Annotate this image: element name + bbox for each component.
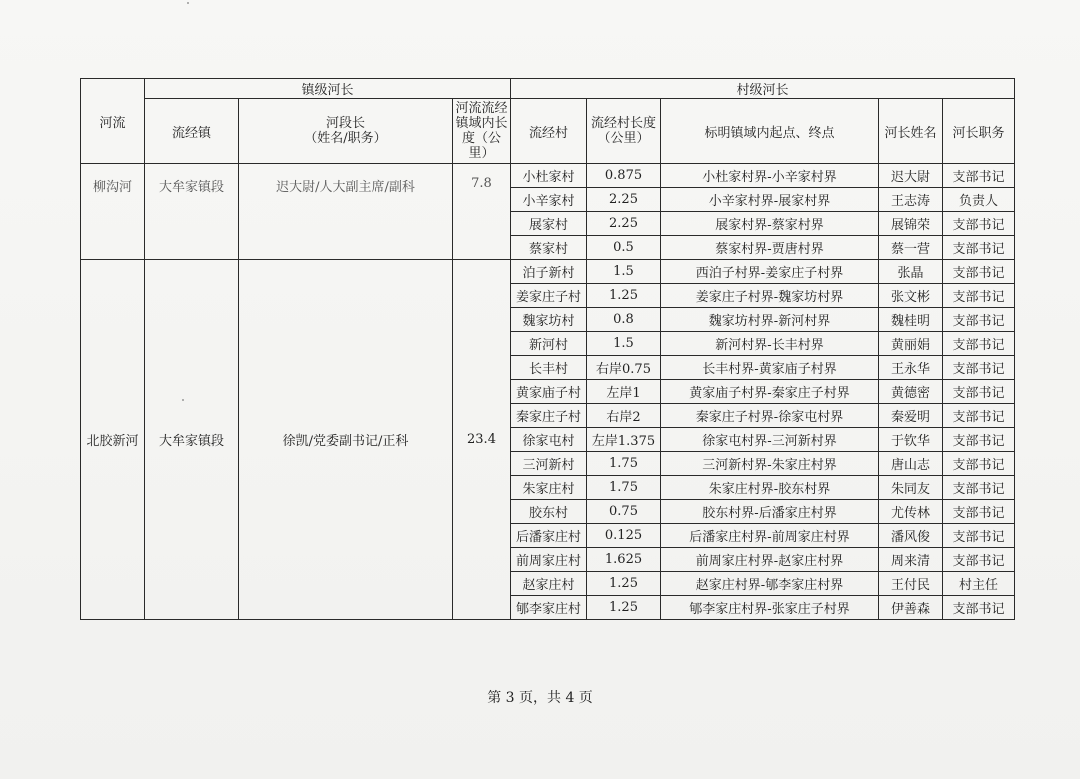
table-row	[81, 164, 1015, 188]
chief-post-cell: 支部书记	[943, 596, 1015, 620]
chief-post-cell: 支部书记	[943, 452, 1015, 476]
range-cell: 赵家庄村界-郇李家庄村界	[661, 572, 879, 596]
village-length-cell: 2.25	[587, 188, 661, 212]
chief-name-cell: 王志涛	[879, 188, 943, 212]
header-village-length: 流经村长度（公里）	[587, 99, 661, 164]
town-length-cell: 23.4	[453, 260, 511, 620]
range-cell: 前周家庄村界-赵家庄村界	[661, 548, 879, 572]
chief-post-cell: 支部书记	[943, 524, 1015, 548]
town-length-cell: 7.8	[453, 164, 511, 260]
town-cell: 大牟家镇段	[145, 260, 239, 620]
range-cell: 魏家坊村界-新河村界	[661, 308, 879, 332]
range-cell: 胶东村界-后潘家庄村界	[661, 500, 879, 524]
chief-name-cell: 黄德密	[879, 380, 943, 404]
range-cell: 黄家庙子村界-秦家庄子村界	[661, 380, 879, 404]
range-cell: 后潘家庄村界-前周家庄村界	[661, 524, 879, 548]
chief-name-cell: 于钦华	[879, 428, 943, 452]
chief-post-cell: 支部书记	[943, 548, 1015, 572]
village-cell: 魏家坊村	[511, 308, 587, 332]
chief-post-cell: 支部书记	[943, 284, 1015, 308]
village-length-cell: 右岸0.75	[587, 356, 661, 380]
chief-post-cell: 支部书记	[943, 260, 1015, 284]
scan-speck	[187, 2, 189, 4]
chief-name-cell: 秦爱明	[879, 404, 943, 428]
village-cell: 秦家庄子村	[511, 404, 587, 428]
village-length-cell: 左岸1.375	[587, 428, 661, 452]
header-town: 流经镇	[145, 99, 239, 164]
range-cell: 展家村界-蔡家村界	[661, 212, 879, 236]
chief-name-cell: 周来清	[879, 548, 943, 572]
page-number: 第 3 页，共 4 页	[487, 690, 593, 706]
village-length-cell: 1.625	[587, 548, 661, 572]
chief-post-cell: 支部书记	[943, 500, 1015, 524]
village-cell: 蔡家村	[511, 236, 587, 260]
range-cell: 蔡家村界-贾唐村界	[661, 236, 879, 260]
chief-post-cell: 支部书记	[943, 164, 1015, 188]
chief-name-cell: 魏桂明	[879, 308, 943, 332]
table-body	[81, 164, 1015, 620]
village-cell: 泊子新村	[511, 260, 587, 284]
header-chief-name: 河长姓名	[879, 99, 943, 164]
village-length-cell: 0.125	[587, 524, 661, 548]
village-cell: 小辛家村	[511, 188, 587, 212]
range-cell: 秦家庄子村界-徐家屯村界	[661, 404, 879, 428]
range-cell: 郇李家庄村界-张家庄子村界	[661, 596, 879, 620]
village-cell: 新河村	[511, 332, 587, 356]
chief-name-cell: 潘风俊	[879, 524, 943, 548]
village-length-cell: 0.5	[587, 236, 661, 260]
chief-name-cell: 展锦荣	[879, 212, 943, 236]
chief-name-cell: 唐山志	[879, 452, 943, 476]
chief-name-cell: 王永华	[879, 356, 943, 380]
chief-post-cell: 村主任	[943, 572, 1015, 596]
chief-name-cell: 蔡一营	[879, 236, 943, 260]
range-cell: 朱家庄村界-胶东村界	[661, 476, 879, 500]
table-row	[81, 260, 1015, 284]
village-cell: 赵家庄村	[511, 572, 587, 596]
village-length-cell: 1.5	[587, 260, 661, 284]
village-length-cell: 0.75	[587, 500, 661, 524]
chief-post-cell: 支部书记	[943, 212, 1015, 236]
village-cell: 郇李家庄村	[511, 596, 587, 620]
village-length-cell: 1.75	[587, 452, 661, 476]
header-start-end: 标明镇域内起点、终点	[661, 99, 879, 164]
village-length-cell: 1.25	[587, 596, 661, 620]
chief-name-cell: 王付民	[879, 572, 943, 596]
chief-name-cell: 张文彬	[879, 284, 943, 308]
segment-chief-cell: 徐凯/党委副书记/正科	[239, 260, 453, 620]
range-cell: 徐家屯村界-三河新村界	[661, 428, 879, 452]
chief-post-cell: 支部书记	[943, 236, 1015, 260]
village-length-cell: 2.25	[587, 212, 661, 236]
chief-post-cell: 支部书记	[943, 428, 1015, 452]
village-cell: 胶东村	[511, 500, 587, 524]
village-length-cell: 1.25	[587, 572, 661, 596]
village-cell: 前周家庄村	[511, 548, 587, 572]
village-length-cell: 左岸1	[587, 380, 661, 404]
chief-post-cell: 支部书记	[943, 356, 1015, 380]
village-length-cell: 1.75	[587, 476, 661, 500]
chief-post-cell: 支部书记	[943, 332, 1015, 356]
segment-chief-cell: 迟大尉/人大副主席/副科	[239, 164, 453, 260]
header-village-level: 村级河长	[511, 79, 1015, 99]
town-cell: 大牟家镇段	[145, 164, 239, 260]
village-cell: 长丰村	[511, 356, 587, 380]
chief-name-cell: 伊善森	[879, 596, 943, 620]
village-cell: 后潘家庄村	[511, 524, 587, 548]
river-name-cell: 柳沟河	[81, 164, 145, 260]
village-length-cell: 0.875	[587, 164, 661, 188]
chief-name-cell: 张晶	[879, 260, 943, 284]
header-village: 流经村	[511, 99, 587, 164]
village-cell: 展家村	[511, 212, 587, 236]
chief-post-cell: 负责人	[943, 188, 1015, 212]
range-cell: 三河新村界-朱家庄村界	[661, 452, 879, 476]
header-length-in-town: 河流流经镇域内长度（公里）	[453, 99, 511, 164]
village-length-cell: 1.5	[587, 332, 661, 356]
chief-post-cell: 支部书记	[943, 404, 1015, 428]
chief-post-cell: 支部书记	[943, 380, 1015, 404]
village-cell: 三河新村	[511, 452, 587, 476]
village-length-cell: 1.25	[587, 284, 661, 308]
range-cell: 姜家庄子村界-魏家坊村界	[661, 284, 879, 308]
range-cell: 新河村界-长丰村界	[661, 332, 879, 356]
range-cell: 小辛家村界-展家村界	[661, 188, 879, 212]
header-chief-post: 河长职务	[943, 99, 1015, 164]
village-cell: 徐家屯村	[511, 428, 587, 452]
header-segment-chief: 河段长 （姓名/职务）	[239, 99, 453, 164]
village-cell: 黄家庙子村	[511, 380, 587, 404]
chief-name-cell: 迟大尉	[879, 164, 943, 188]
range-cell: 长丰村界-黄家庙子村界	[661, 356, 879, 380]
village-length-cell: 0.8	[587, 308, 661, 332]
chief-name-cell: 朱同友	[879, 476, 943, 500]
village-length-cell: 右岸2	[587, 404, 661, 428]
village-cell: 朱家庄村	[511, 476, 587, 500]
header-river: 河流	[81, 79, 145, 164]
range-cell: 西泊子村界-姜家庄子村界	[661, 260, 879, 284]
chief-name-cell: 黄丽娟	[879, 332, 943, 356]
header-town-level: 镇级河长	[145, 79, 511, 99]
village-cell: 小杜家村	[511, 164, 587, 188]
range-cell: 小杜家村界-小辛家村界	[661, 164, 879, 188]
river-name-cell: 北胶新河	[81, 260, 145, 620]
chief-post-cell: 支部书记	[943, 476, 1015, 500]
river-chief-table	[80, 78, 1015, 620]
scan-speck	[182, 399, 184, 401]
village-cell: 姜家庄子村	[511, 284, 587, 308]
chief-name-cell: 尤传林	[879, 500, 943, 524]
chief-post-cell: 支部书记	[943, 308, 1015, 332]
table-header	[81, 79, 1015, 164]
